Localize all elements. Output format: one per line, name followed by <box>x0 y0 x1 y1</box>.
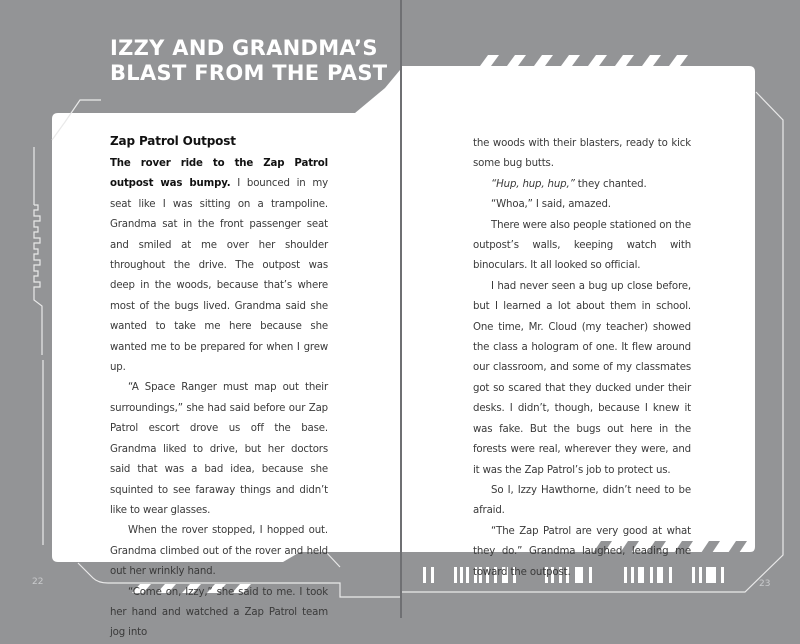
paragraph: “A Space Ranger must map out their surroundings,” she had said before our Zap Patrol escort drove us off the base. Grandma liked to drive, but her doctors said that was a bad idea, because she squinted to see faraway things and didn’t like to wear glasses. <box>110 382 328 516</box>
right-page-text <box>473 134 691 583</box>
gutter <box>400 0 402 618</box>
paragraph: When the rover stopped, I hopped out. Grandma climbed out of the rover and held out her wrinkly hand. <box>110 525 328 578</box>
right-top-stripes <box>480 55 688 66</box>
lead-sentence: The rover ride to the Zap Patrol outpost was bumpy. <box>110 158 328 190</box>
paragraph: “The Zap Patrol are very good at what they do.” Grandma laughed, leading me toward the outpost. <box>473 525 691 578</box>
title-line-2: BLAST FROM THE PAST <box>110 61 388 85</box>
paragraph: I had never seen a bug up close before, but I learned a lot about them in school. One time, Mr. Cloud (my teacher) showed the class a hologram of one. It flew around our classroom, and some of my classmates got so scared that they ducked under their desks. I didn’t, though, because I knew it was fake. But the bugs out here in the forests were real, wherever they were, and it was the Zap Patrol’s job to protect us. <box>473 280 691 476</box>
page-number-left: 22 <box>32 577 44 587</box>
left-page-text <box>110 130 328 644</box>
paragraph: the woods with their blasters, ready to kick some bug butts. <box>473 138 691 170</box>
paragraph: So I, Izzy Hawthorne, didn’t need to be afraid. <box>473 484 691 517</box>
paragraph: The rover ride to the Zap Patrol outpost was bumpy. I bounced in my seat like I was sitting on a trampoline. Grandma sat in the front passenger seat and smiled at me over her shoulder throughout the drive. The outpost was deep in the woods, because that’s where most of the bugs lived. Grandma said she wanted to take me here because she wanted me to be prepared for when I grew up. <box>110 158 328 374</box>
chapter-heading: Zap Patrol Outpost <box>110 134 236 148</box>
page-number-right: 23 <box>759 579 771 589</box>
paragraph: “Come on, Izzy,” she said to me. I took her hand and watched a Zap Patrol team jog into <box>110 586 328 639</box>
paragraph: There were also people stationed on the outpost’s walls, keeping watch with binoculars. It all looked so official. <box>473 219 691 272</box>
book-title <box>110 36 387 86</box>
paragraph: “Whoa,” I said, amazed. <box>491 199 611 211</box>
title-line-1: IZZY AND GRANDMA’S <box>110 36 378 60</box>
paragraph: “Hup, hup, hup,” they chanted. <box>491 178 647 190</box>
